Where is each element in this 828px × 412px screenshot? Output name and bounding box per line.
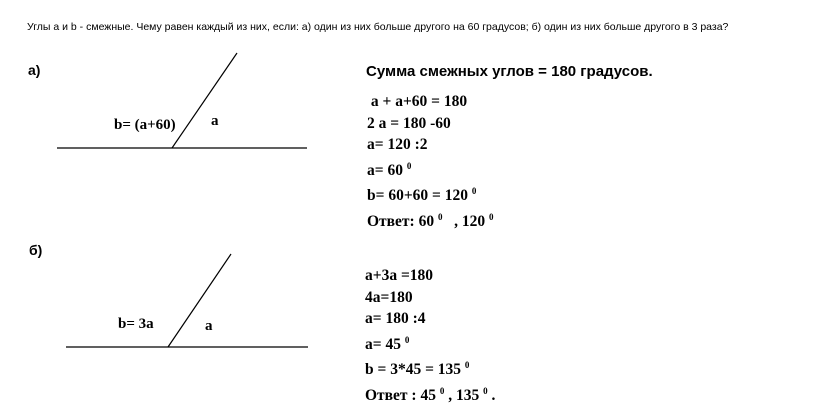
part-b-step-degree	[365, 330, 495, 356]
part-b-step: a+3a =180	[365, 267, 434, 284]
part-b-angle-a-label: a	[205, 318, 213, 334]
degree-mark: 0	[404, 334, 410, 345]
part-a-step: a= 120 :2	[367, 136, 428, 153]
part-b-step: 4a=180	[365, 288, 413, 306]
part-a-ray	[172, 53, 237, 148]
degree-mark: 0	[488, 211, 494, 222]
degree-mark: 0	[406, 160, 412, 171]
task-statement: Углы a и b - смежные. Чему равен каждый из них, если: а) один из них больше другого на 60 градусов; б) один из них больше другого в 3 раза?	[27, 21, 729, 33]
part-a-step: a= 60	[367, 161, 403, 179]
part-a-step: 2 a = 180 -60	[367, 114, 451, 132]
part-a-step-degree	[367, 156, 493, 182]
degree-mark: 0	[464, 360, 470, 370]
part-b-label: б)	[29, 242, 43, 258]
part-b-step: a= 45	[365, 335, 401, 353]
degree-mark: 0	[439, 385, 445, 396]
part-a-angle-a-label: a	[211, 113, 219, 129]
part-a-solution	[367, 91, 493, 232]
part-b-answer-first: Ответ : 45	[365, 386, 436, 404]
part-a-step: a + a+60 = 180	[367, 93, 468, 110]
degree-mark: 0	[471, 186, 477, 196]
sum-title: Сумма смежных углов = 180 градусов.	[366, 63, 653, 80]
degree-mark: 0	[483, 385, 488, 396]
part-b-solution	[365, 265, 495, 406]
part-a-step: b= 60+60 = 120	[367, 187, 468, 204]
part-b-answer	[365, 381, 495, 407]
part-b-answer-end: .	[491, 386, 496, 404]
part-b-answer-second: , 135	[448, 386, 480, 404]
part-a-answer	[367, 207, 493, 233]
part-a-angle-b-label: b= (a+60)	[114, 117, 176, 133]
part-a-step-degree	[367, 181, 493, 207]
part-b-ray	[168, 254, 231, 347]
degree-mark: 0	[437, 211, 443, 222]
part-a-answer-second: , 120	[454, 212, 486, 230]
part-a-answer-first: Ответ: 60	[367, 212, 435, 230]
part-b-step-degree	[365, 355, 495, 381]
part-b-angle-b-label: b= 3a	[118, 316, 154, 332]
part-b-step: a= 180 :4	[365, 310, 426, 327]
part-b-step: b = 3*45 = 135	[365, 361, 462, 378]
part-a-label: а)	[28, 62, 41, 78]
